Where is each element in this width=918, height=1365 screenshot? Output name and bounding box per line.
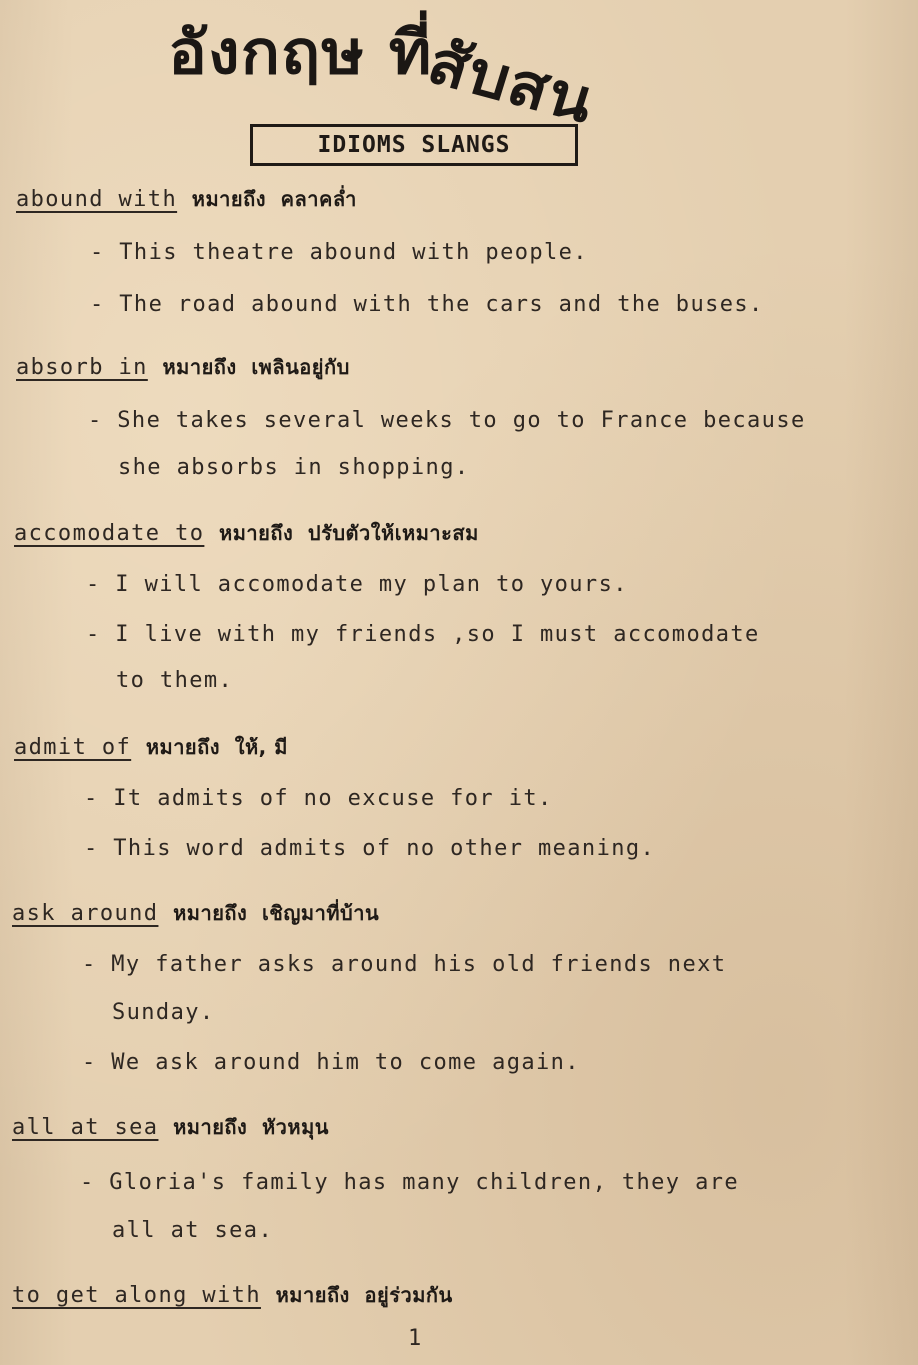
meaning-word: หมายถึง [191, 187, 266, 211]
idiom-term: accomodate to [14, 521, 205, 546]
entry-heading [16, 184, 357, 215]
example-line: - I live with my friends ,so I must accomodate [86, 622, 760, 647]
subtitle-box: IDIOMS SLANGS [250, 124, 578, 166]
idiom-meaning: หัวหมุน [261, 1115, 329, 1139]
meaning-word: หมายถึง [173, 1115, 248, 1139]
idiom-term: absorb in [16, 355, 148, 380]
entry-heading [14, 518, 479, 549]
entry-heading [14, 732, 288, 763]
example-line-continued: to them. [116, 668, 234, 693]
meaning-word: หมายถึง [275, 1283, 350, 1307]
idiom-term: all at sea [12, 1115, 159, 1140]
example-line: - I will accomodate my plan to yours. [86, 572, 628, 597]
entry-heading [16, 352, 350, 383]
example-line: - Gloria's family has many children, they are [80, 1170, 740, 1195]
page-title [168, 18, 603, 138]
example-line: - The road abound with the cars and the buses. [90, 292, 764, 317]
meaning-word: หมายถึง [219, 521, 294, 545]
example-line-continued: she absorbs in shopping. [118, 455, 470, 480]
example-line: - My father asks around his old friends next [82, 952, 727, 977]
example-line: - We ask around him to come again. [82, 1050, 580, 1075]
idiom-meaning: อยู่ร่วมกัน [364, 1283, 453, 1307]
idiom-meaning: ให้, มี [234, 735, 288, 759]
example-line: - She takes several weeks to go to France because [88, 408, 806, 433]
example-line: - It admits of no excuse for it. [84, 786, 553, 811]
idiom-term: ask around [12, 901, 159, 926]
page-number: 1 [408, 1326, 422, 1351]
idiom-meaning: ปรับตัวให้เหมาะสม [307, 521, 479, 545]
meaning-word: หมายถึง [173, 901, 248, 925]
idiom-meaning: เชิญมาที่บ้าน [261, 901, 380, 925]
idiom-term: admit of [14, 735, 132, 760]
idiom-meaning: เพลินอยู่กับ [251, 355, 350, 379]
example-line: - This theatre abound with people. [90, 240, 588, 265]
meaning-word: หมายถึง [145, 735, 221, 759]
entry-heading [12, 898, 379, 929]
entry-heading [12, 1112, 329, 1143]
title-part-1: อังกฤษ ที่ [168, 18, 433, 88]
example-line: - This word admits of no other meaning. [84, 836, 656, 861]
entry-heading [12, 1280, 453, 1311]
idiom-term: to get along with [12, 1283, 261, 1308]
title-part-2: สับสน [419, 27, 603, 138]
idiom-term: abound with [16, 187, 178, 212]
idiom-meaning: คลาคล่ำ [280, 187, 357, 211]
meaning-word: หมายถึง [162, 355, 237, 379]
example-line-continued: all at sea. [112, 1218, 274, 1243]
example-line-continued: Sunday. [112, 1000, 215, 1025]
